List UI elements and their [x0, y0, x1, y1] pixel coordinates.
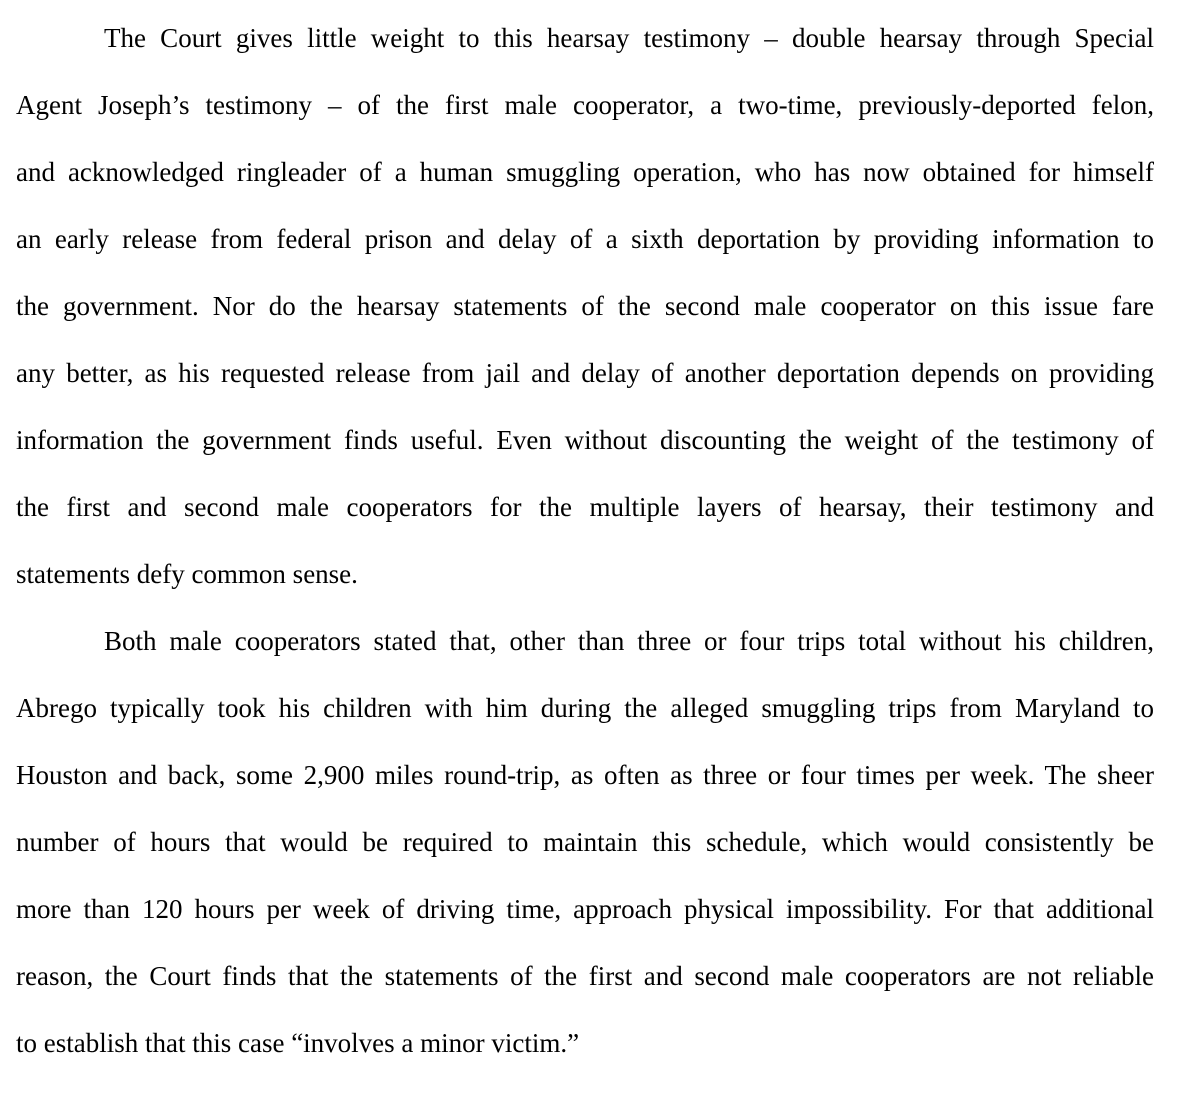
paragraph-line: Abrego typically took his children with him during the alleged smuggling trips from Maryland to — [16, 693, 1154, 723]
paragraph-line: Both male cooperators stated that, other than three or four trips total without his children, — [104, 626, 1154, 656]
paragraph-line: statements defy common sense. — [16, 559, 358, 589]
paragraph-line: and acknowledged ringleader of a human smuggling operation, who has now obtained for himself — [16, 157, 1154, 187]
paragraph-line: The Court gives little weight to this hearsay testimony – double hearsay through Special — [104, 23, 1154, 53]
paragraph-line: reason, the Court finds that the statements of the first and second male cooperators are not reliable — [16, 961, 1154, 991]
paragraph-line: number of hours that would be required to maintain this schedule, which would consistently be — [16, 827, 1154, 857]
paragraph-line: Houston and back, some 2,900 miles round-trip, as often as three or four times per week. The sheer — [16, 760, 1154, 790]
paragraph-line: an early release from federal prison and delay of a sixth deportation by providing information to — [16, 224, 1154, 254]
paragraph-line: any better, as his requested release from jail and delay of another deportation depends on providing — [16, 358, 1154, 388]
paragraph-line: the government. Nor do the hearsay statements of the second male cooperator on this issue fare — [16, 291, 1154, 321]
paragraph-line: the first and second male cooperators for the multiple layers of hearsay, their testimony and — [16, 492, 1154, 522]
paragraph-line: more than 120 hours per week of driving time, approach physical impossibility. For that additional — [16, 894, 1154, 924]
paragraph-line: to establish that this case “involves a minor victim.” — [16, 1028, 580, 1058]
paragraph-line: information the government finds useful. Even without discounting the weight of the testimony of — [16, 425, 1154, 455]
paragraph-line: Agent Joseph’s testimony – of the first male cooperator, a two-time, previously-deported felon, — [16, 90, 1154, 120]
